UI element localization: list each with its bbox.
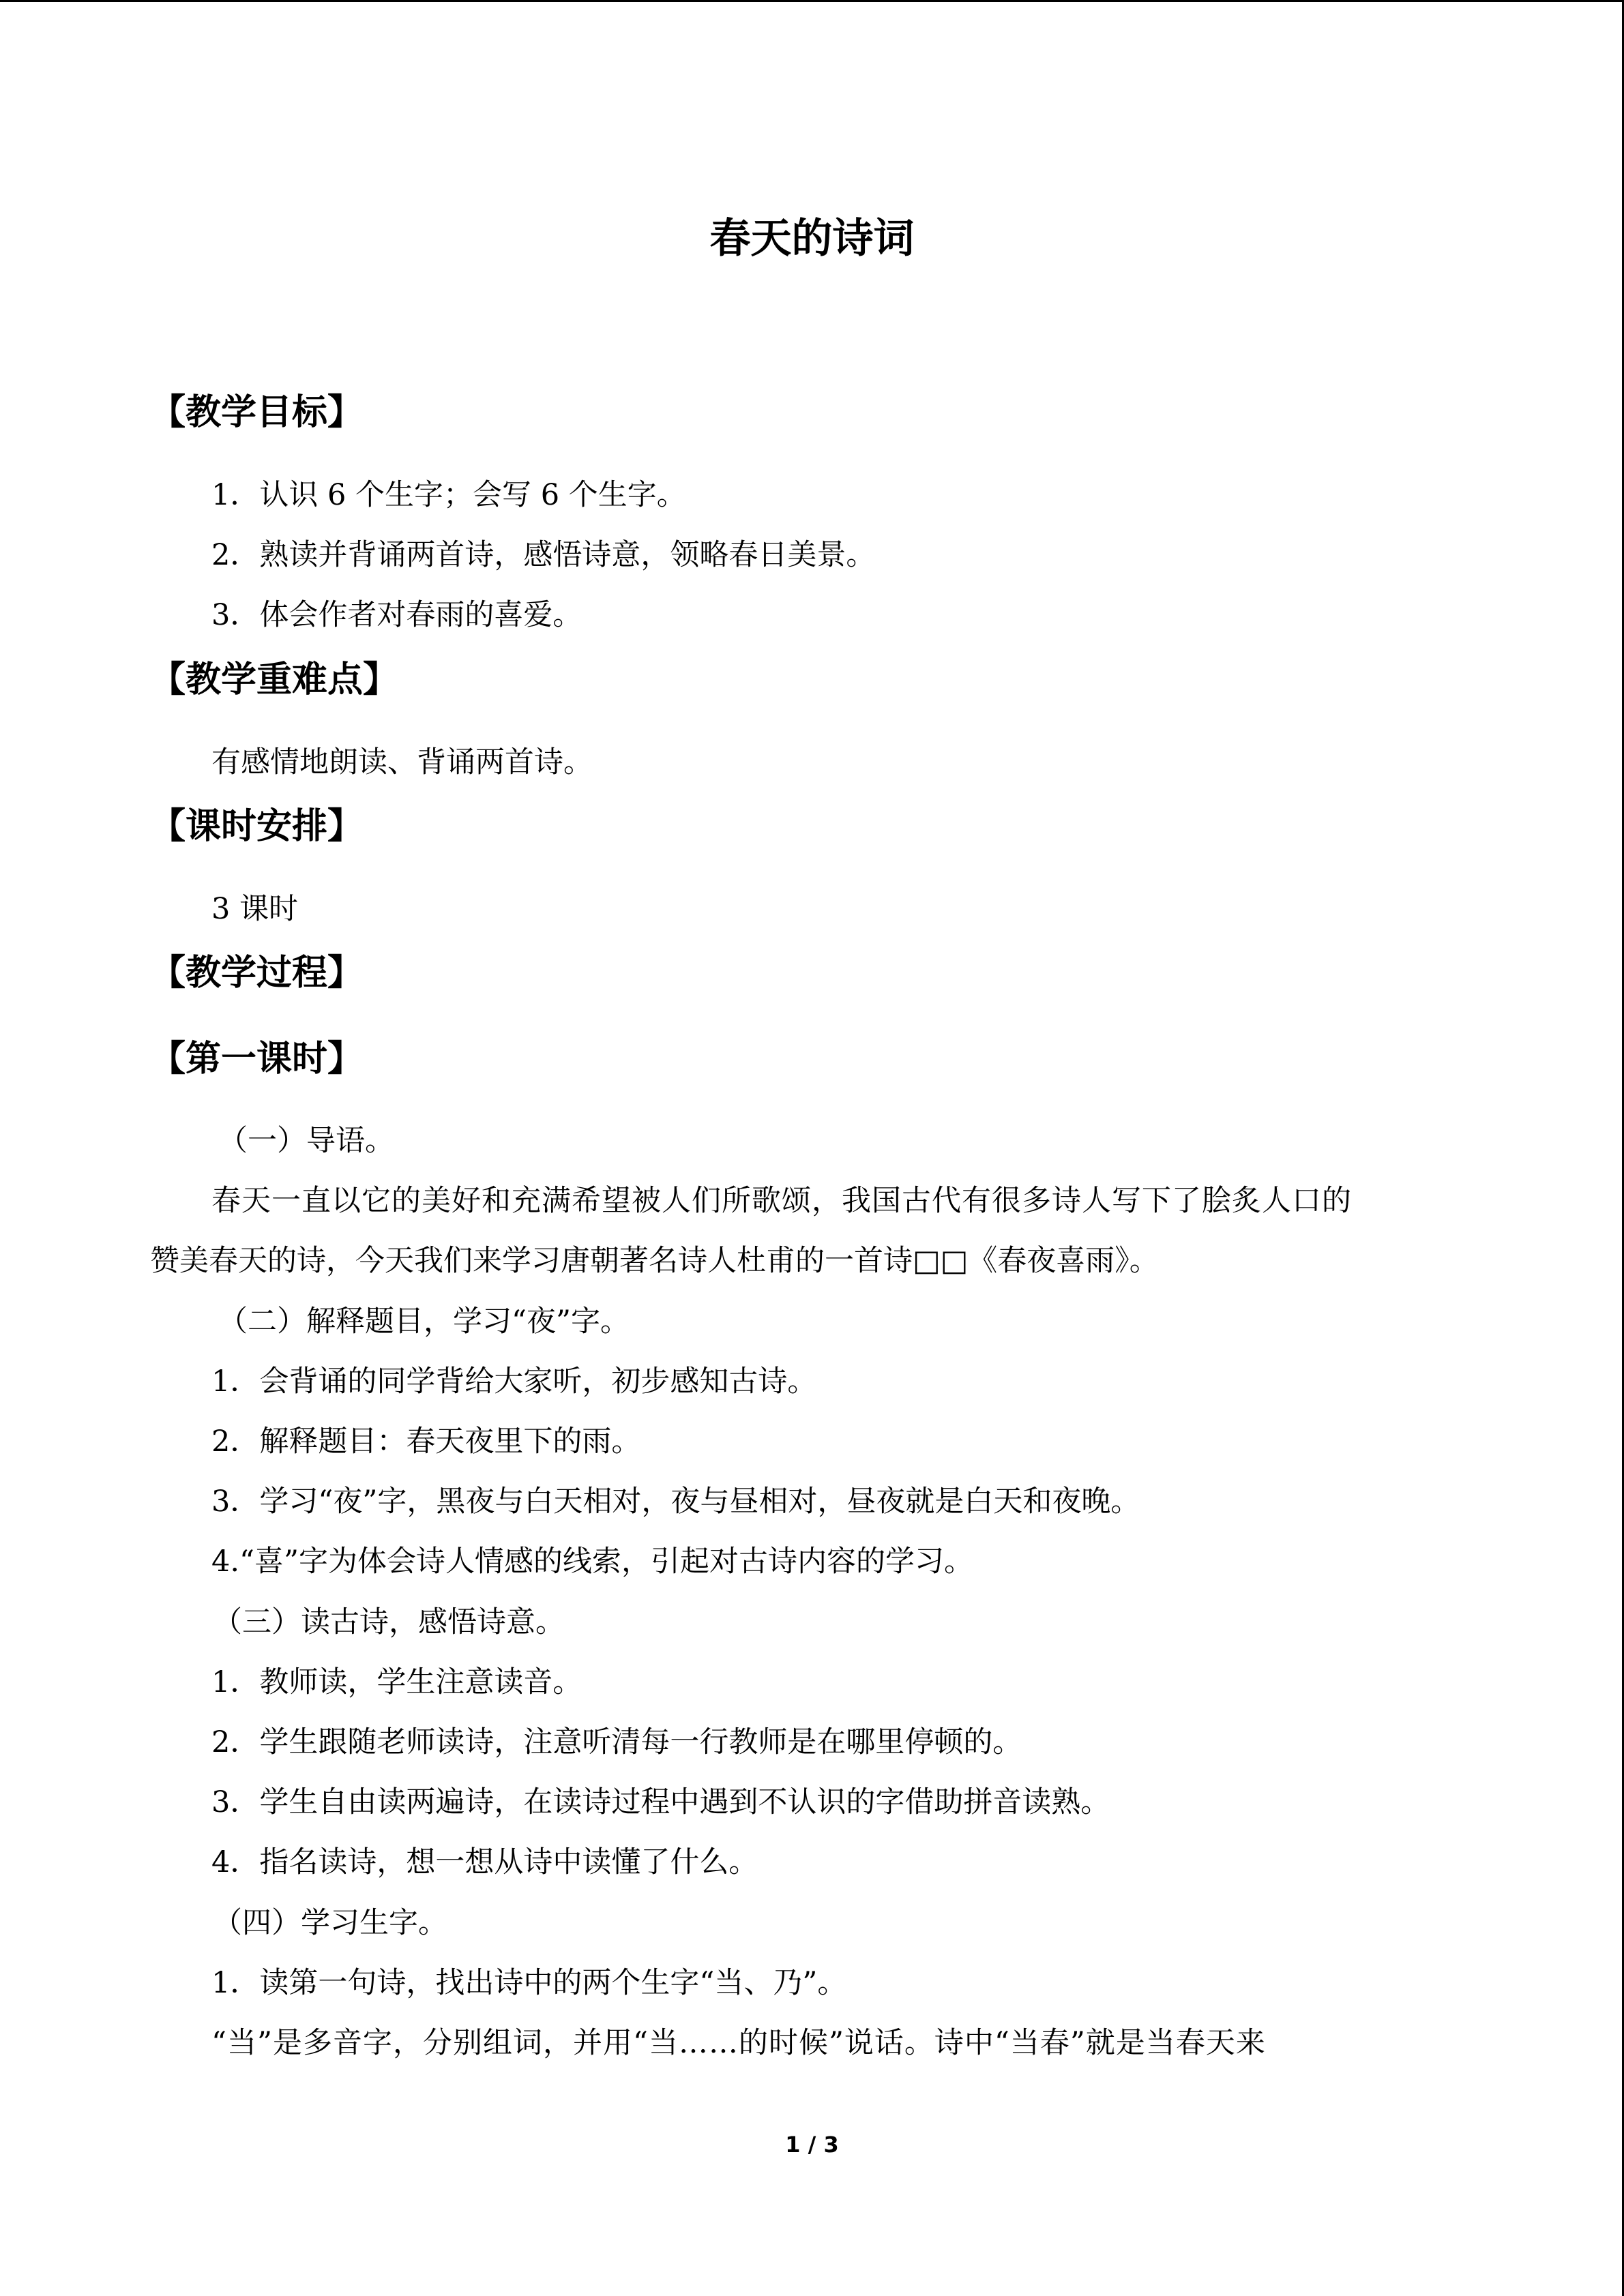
part4-item-1: 1．读第一句诗，找出诗中的两个生字“当、乃”。 xyxy=(211,1966,847,2000)
intro-paragraph-line-2: 赞美春天的诗，今天我们来学习唐朝著名诗人杜甫的一首诗□□《春夜喜雨》。 xyxy=(150,1244,1159,1278)
heading-key-points: 【教学重难点】 xyxy=(150,659,399,700)
goal-item-3: 3．体会作者对春雨的喜爱。 xyxy=(211,598,582,632)
heading-schedule: 【课时安排】 xyxy=(150,806,364,847)
part4-paragraph: “当”是多音字，分别组词，并用“当……的时候”说话。诗中“当春”就是当春天来 xyxy=(211,2026,1266,2060)
part3-item-3: 3．学生自由读两遍诗，在读诗过程中遇到不认识的字借助拼音读熟。 xyxy=(211,1785,1110,1819)
schedule-text: 3 课时 xyxy=(211,892,299,926)
heading-lesson-1: 【第一课时】 xyxy=(150,1039,364,1079)
heading-teaching-goals: 【教学目标】 xyxy=(150,392,364,433)
part3-title: （三）读古诗，感悟诗意。 xyxy=(213,1605,565,1639)
part3-item-4: 4．指名读诗，想一想从诗中读懂了什么。 xyxy=(211,1845,758,1879)
part1-title: （一）导语。 xyxy=(218,1124,394,1158)
heading-teaching-process: 【教学过程】 xyxy=(150,953,364,994)
intro-paragraph-line-1: 春天一直以它的美好和充满希望被人们所歌颂，我国古代有很多诗人写下了脍炙人口的 xyxy=(211,1184,1352,1218)
part4-title: （四）学习生字。 xyxy=(213,1906,447,1940)
part2-item-1: 1．会背诵的同学背给大家听，初步感知古诗。 xyxy=(211,1365,817,1399)
part2-item-3: 3．学习“夜”字，黑夜与白天相对，夜与昼相对，昼夜就是白天和夜晚。 xyxy=(211,1485,1140,1519)
part2-item-2: 2．解释题目：春天夜里下的雨。 xyxy=(211,1425,641,1459)
goal-item-1: 1．认识 6 个生字；会写 6 个生字。 xyxy=(211,478,686,512)
page-border-top xyxy=(0,0,1624,2)
page-number: 1 / 3 xyxy=(785,2132,839,2158)
part2-item-4: 4.“喜”字为体会诗人情感的线索，引起对古诗内容的学习。 xyxy=(211,1545,973,1579)
part2-title: （二）解释题目，学习“夜”字。 xyxy=(218,1304,630,1339)
key-points-text: 有感情地朗读、背诵两首诗。 xyxy=(211,745,593,779)
goal-item-2: 2．熟读并背诵两首诗，感悟诗意，领略春日美景。 xyxy=(211,538,876,572)
part3-item-1: 1．教师读，学生注意读音。 xyxy=(211,1665,582,1699)
part3-item-2: 2．学生跟随老师读诗，注意听清每一行教师是在哪里停顿的。 xyxy=(211,1725,1022,1759)
document-title: 春天的诗词 xyxy=(709,215,915,263)
